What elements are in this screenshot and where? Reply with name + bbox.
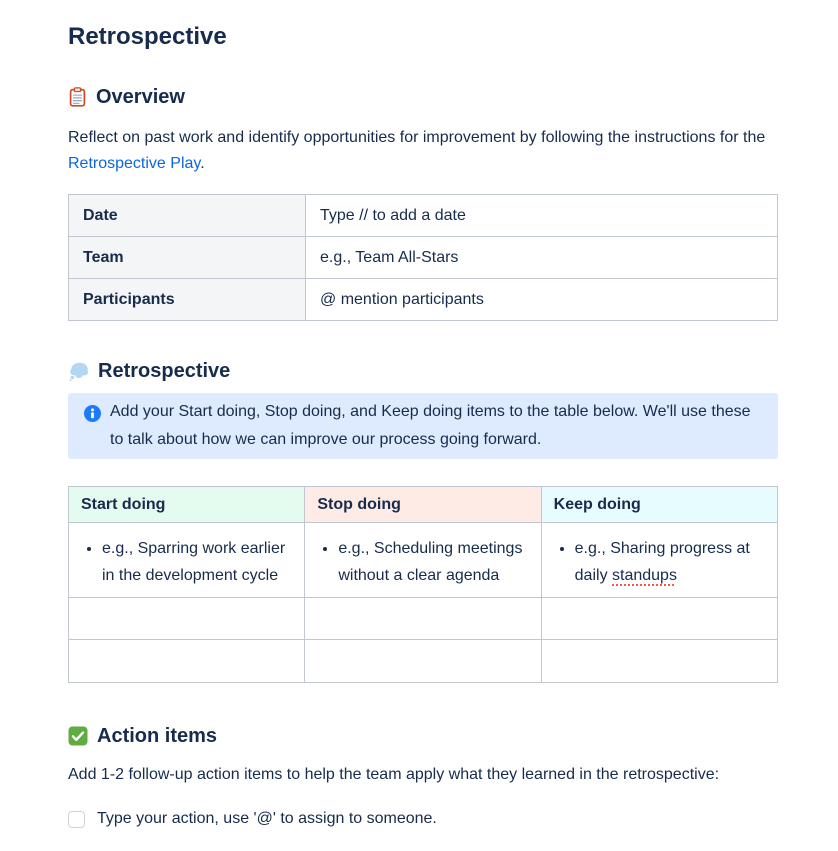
info-panel-text: Add your Start doing, Stop doing, and Keep doing items to the table below. We'll use these to talk about how we can improve our process going forward. (110, 403, 751, 448)
list-item: • e.g., Sparring work earlier in the development cycle (102, 535, 292, 589)
table-row (69, 640, 778, 683)
retrospective-play-link[interactable]: Retrospective Play (68, 155, 201, 172)
overview-heading-label: Overview (96, 86, 185, 108)
stop-doing-header[interactable]: Stop doing (305, 487, 541, 523)
action-items-heading (68, 724, 778, 748)
overview-row-value-participants[interactable]: @ mention participants (306, 279, 778, 321)
keep-doing-cell[interactable] (541, 523, 777, 598)
action-items-description: Add 1-2 follow-up action items to help the team apply what they learned in the retrospective: (68, 766, 720, 783)
overview-description-prefix: Reflect on past work and identify opportunities for improvement by following the instructions for the (68, 129, 766, 146)
overview-description (68, 125, 778, 177)
list-item: • e.g., Scheduling meetings without a clear agenda (338, 535, 528, 589)
empty-cell[interactable] (305, 640, 541, 683)
table-header-row (69, 487, 778, 523)
misspelled-word: standups (612, 567, 677, 584)
table-row (69, 598, 778, 640)
empty-cell[interactable] (69, 640, 305, 683)
overview-heading (68, 85, 778, 109)
table-row (69, 523, 778, 598)
overview-description-suffix: . (200, 155, 205, 172)
task-label[interactable]: Type your action, use '@' to assign to someone. (97, 810, 437, 827)
info-icon (84, 405, 101, 422)
overview-table (68, 194, 778, 321)
table-row (69, 237, 778, 279)
overview-row-label-participants[interactable]: Participants (69, 279, 306, 321)
action-checkbox[interactable] (68, 811, 85, 828)
green-check-icon (68, 726, 88, 746)
overview-row-label-team[interactable]: Team (69, 237, 306, 279)
clipboard-icon (68, 87, 87, 107)
retrospective-heading (68, 359, 778, 383)
stop-doing-cell[interactable] (305, 523, 541, 598)
task-row (68, 807, 778, 831)
empty-cell[interactable] (69, 598, 305, 640)
overview-row-label-date[interactable]: Date (69, 195, 306, 237)
empty-cell[interactable] (541, 640, 777, 683)
table-row (69, 279, 778, 321)
retrospective-heading-label: Retrospective (98, 360, 231, 382)
start-doing-header[interactable]: Start doing (69, 487, 305, 523)
list-item: • e.g., Sharing progress at daily standups (575, 535, 765, 589)
page-title: Retrospective (68, 23, 227, 50)
empty-cell[interactable] (541, 598, 777, 640)
thought-balloon-icon (68, 361, 89, 382)
start-doing-cell[interactable] (69, 523, 305, 598)
info-panel (68, 393, 778, 459)
overview-row-value-date[interactable]: Type // to add a date (306, 195, 778, 237)
retrospective-table (68, 486, 778, 683)
action-items-heading-label: Action items (97, 725, 218, 747)
keep-doing-header[interactable]: Keep doing (541, 487, 777, 523)
overview-row-value-team[interactable]: e.g., Team All-Stars (306, 237, 778, 279)
empty-cell[interactable] (305, 598, 541, 640)
table-row (69, 195, 778, 237)
